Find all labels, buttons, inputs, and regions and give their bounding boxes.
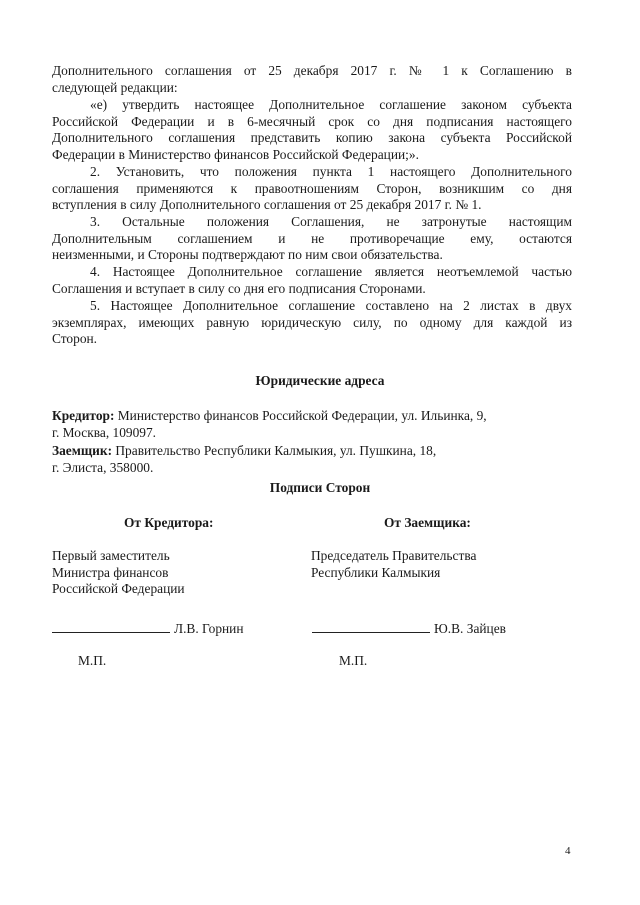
legal-addresses-heading: Юридические адреса (255, 373, 385, 388)
creditor-signature-line (52, 620, 244, 638)
text-line: 3. Остальные положения Соглашения, не затронутые настоящим (90, 214, 572, 229)
signatures-heading: Подписи Сторон (269, 480, 371, 495)
borrower-position (311, 548, 476, 581)
paragraph-clause-e (52, 97, 572, 163)
text-line: экземплярах, имеющих равную юридическую силу, по одному для каждой из (52, 314, 572, 330)
creditor-city-line: г. Москва, 109097. (52, 424, 157, 440)
borrower-signatory-name: Ю.В. Зайцев (434, 621, 506, 636)
text-line: Федерации в Министерство финансов Российской Федерации;». (52, 146, 419, 162)
text-line: 2. Установить, что положения пункта 1 настоящего Дополнительного (90, 164, 572, 179)
page-number: 4 (565, 845, 571, 857)
paragraph-item-5 (52, 298, 572, 348)
signature-blank (52, 620, 170, 633)
creditor-label: Кредитор: (52, 408, 115, 423)
position-line: Республики Калмыкия (311, 564, 441, 580)
creditor-signatory-name: Л.В. Горнин (174, 621, 244, 636)
text-line: «е) утвердить настоящее Дополнительное соглашение законом субъекта (90, 97, 572, 112)
creditor-address (52, 408, 572, 441)
borrower-address-line: Правительство Республики Калмыкия, ул. Пушкина, 18, (112, 443, 437, 458)
text-line: Российской Федерации и в 6-месячный срок со дня подписания настоящего (52, 113, 572, 129)
text-line: вступления в силу Дополнительного соглашения от 25 декабря 2017 г. № 1. (52, 197, 482, 213)
borrower-signature-line (312, 620, 506, 638)
paragraph-intro (52, 63, 572, 96)
position-line: Министра финансов (52, 564, 169, 580)
paragraph-item-4 (52, 264, 572, 297)
borrower-signature-title: От Заемщика: (384, 515, 471, 530)
position-line: Российской Федерации (52, 581, 185, 597)
creditor-position (52, 548, 185, 598)
text-line: Дополнительного соглашения от 25 декабря 2017 г. № 1 к Соглашению в (52, 63, 572, 78)
creditor-signature-title: От Кредитора: (124, 515, 214, 530)
borrower-stamp-place: М.П. (339, 653, 368, 668)
text-line: неизменными, и Стороны подтверждают по ним свои обязательства. (52, 247, 443, 263)
text-line: следующей редакции: (52, 79, 178, 95)
borrower-label: Заемщик: (52, 443, 113, 458)
text-line: Дополнительного соглашения представить копию закона субъекта Российской (52, 130, 572, 146)
text-line: Сторон. (52, 331, 98, 347)
signature-blank (312, 620, 430, 633)
paragraph-item-3 (52, 214, 572, 264)
text-line: соглашения применяются к правоотношениям Сторон, возникшим со дня (52, 180, 572, 196)
text-line: Соглашения и вступает в силу со дня его подписания Сторонами. (52, 280, 426, 296)
position-line: Первый заместитель (52, 548, 170, 563)
text-line: Дополнительным соглашением и не противоречащие ему, остаются (52, 230, 572, 246)
borrower-address (52, 443, 572, 476)
creditor-address-line: Министерство финансов Российской Федерации, ул. Ильинка, 9, (114, 408, 487, 423)
text-line: 4. Настоящее Дополнительное соглашение является неотъемлемой частью (90, 264, 572, 279)
position-line: Председатель Правительства (311, 548, 477, 563)
creditor-stamp-place: М.П. (78, 653, 107, 668)
borrower-city-line: г. Элиста, 358000. (52, 459, 154, 475)
paragraph-item-2 (52, 164, 572, 214)
text-line: 5. Настоящее Дополнительное соглашение составлено на 2 листах в двух (90, 298, 572, 313)
